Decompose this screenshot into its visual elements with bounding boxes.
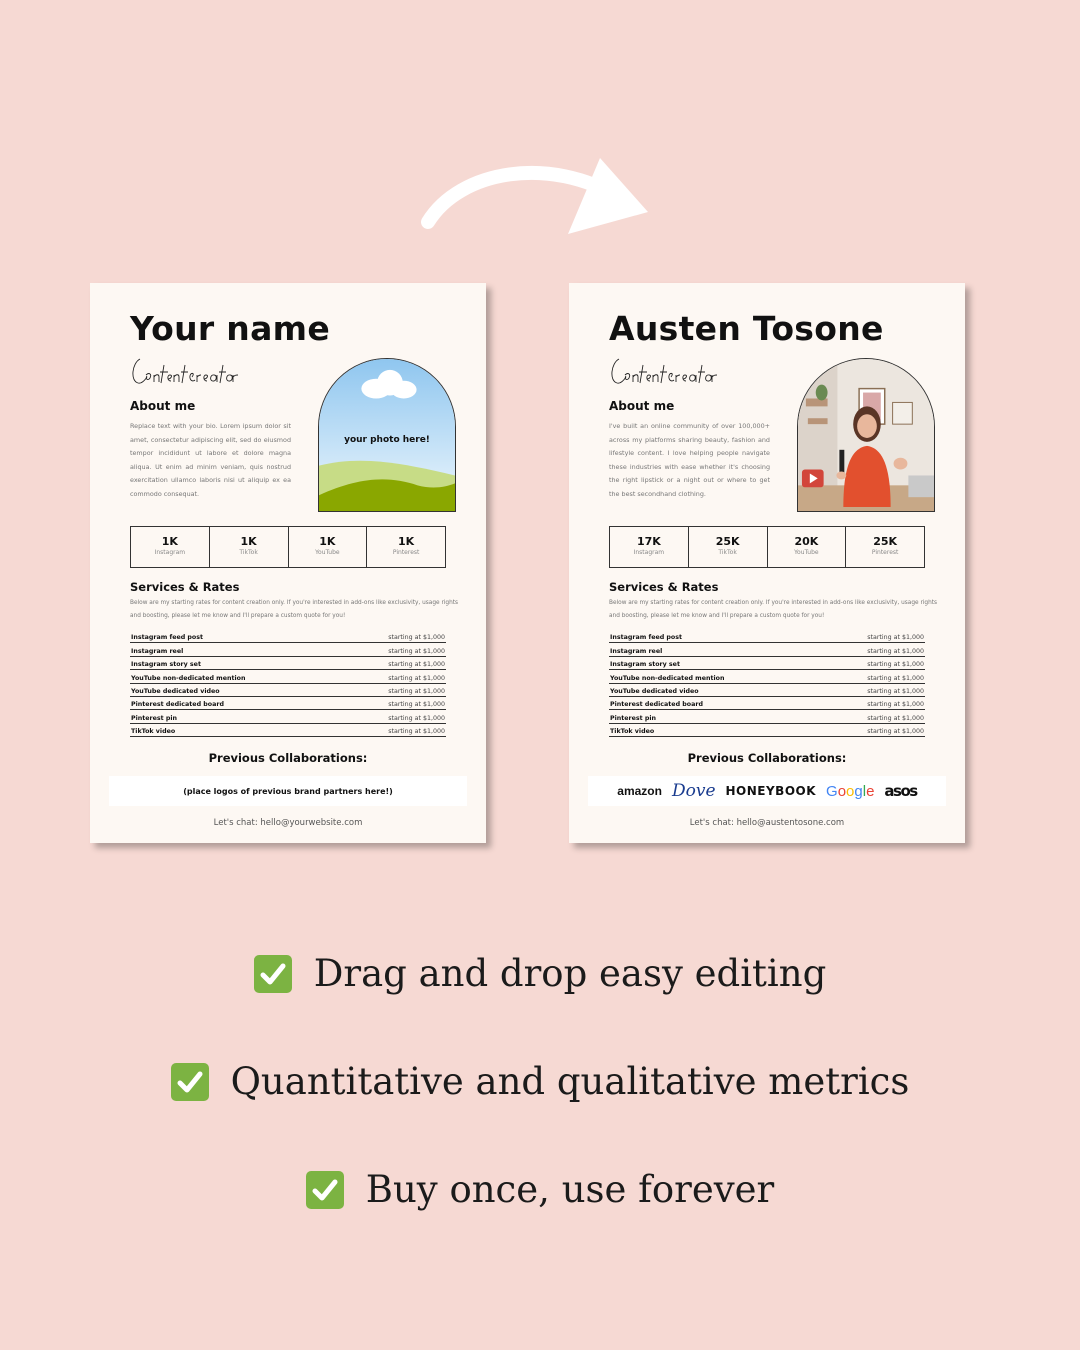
feature-text: Drag and drop easy editing [313,952,827,995]
contact-line: Let's chat: hello@yourwebsite.com [213,818,363,828]
rate-row [609,630,925,643]
photo-label: your photo here! [344,435,430,445]
creator-photo[interactable] [797,358,935,512]
bio-text: Replace text with your bio. Lorem ipsum dolor sit amet, consectetur adipiscing elit, sed do eiusmod tempor incididunt ut labore et dolore magna aliqua. Ut enim ad minim veniam, quis nostrud exercitation ullamco laboris nisi ut aliquip ex ea commodo consequat. [130,422,291,498]
feature-item [0,1060,1080,1103]
follower-stats [130,526,446,568]
rate-service: Pinterest dedicated board [131,701,224,709]
stat-pinterest [367,527,445,567]
rate-price: starting at $1,000 [867,647,924,655]
stat-label: YouTube [794,549,819,556]
rate-row [130,710,446,723]
rate-row [609,657,925,670]
stat-value: 25K [873,535,898,548]
stat-label: Pinterest [392,549,420,556]
creator-name: Your name [130,309,331,348]
rate-row [130,630,446,643]
curved-arrow-icon [420,150,660,245]
content-creator-signature [130,353,240,389]
services-heading: Services & Rates [130,580,240,594]
media-kit-template-card [90,283,486,843]
rate-service: Instagram story set [131,661,201,669]
rate-price: starting at $1,000 [867,661,924,669]
rate-row [130,670,446,683]
check-icon [306,1171,344,1209]
rate-service: YouTube non-dedicated mention [131,674,246,682]
rate-row [130,697,446,710]
rate-service: Instagram reel [131,647,184,655]
stat-label: Instagram [154,549,186,556]
rate-price: starting at $1,000 [867,714,924,722]
rate-row [609,710,925,723]
rate-service: Pinterest pin [131,714,178,722]
bio-text: I've built an online community of over 100,000+ across my platforms sharing beauty, fashion and lifestyle content. I love helping people navigate these industries with ease whether it's choosing the right lipstick or a night out or where to get the best secondhand clothing. [609,422,770,498]
contact-line: Let's chat: hello@austentosone.com [689,818,845,828]
stat-value: 1K [161,535,178,548]
stat-tiktok [210,527,289,567]
google-logo: Google [826,782,875,800]
services-description: Below are my starting rates for content creation only. If you're interested in add-ons like exclusivity, usage rights and boosting, please let me know and I'll prepare a custom quote for you! [130,600,459,619]
about-heading: About me [130,399,196,413]
feature-item [0,1168,1080,1211]
rate-service: Pinterest dedicated board [610,701,703,709]
content-creator-signature [609,353,719,389]
stat-instagram [131,527,210,567]
rate-row [130,657,446,670]
stat-pinterest [846,527,924,567]
stat-label: TikTok [718,549,737,556]
rate-service: Pinterest pin [610,714,657,722]
logos-placeholder-box[interactable] [109,776,467,806]
stat-label: TikTok [239,549,258,556]
follower-stats [609,526,925,568]
rate-row [130,643,446,656]
rate-service: Instagram story set [610,661,680,669]
stat-label: Instagram [633,549,665,556]
rate-row [609,684,925,697]
stat-youtube [768,527,847,567]
rate-service: TikTok video [610,728,655,736]
rate-row [609,724,925,737]
check-icon [171,1063,209,1101]
stat-youtube [289,527,368,567]
honeybook-logo: HONEYBOOK [725,784,817,798]
rate-price: starting at $1,000 [388,661,445,669]
rate-price: starting at $1,000 [867,687,924,695]
creator-photo-image [798,359,934,511]
rate-price: starting at $1,000 [867,634,924,642]
stat-label: Pinterest [871,549,899,556]
rate-row [609,643,925,656]
rate-service: Instagram feed post [610,634,683,642]
brand-logos-strip [588,776,946,806]
rate-price: starting at $1,000 [388,701,445,709]
stat-tiktok [689,527,768,567]
rate-row [130,684,446,697]
feature-text: Buy once, use forever [365,1168,775,1211]
media-kit-example-card [569,283,965,843]
stat-value: 1K [319,535,336,548]
rate-service: Instagram reel [610,647,663,655]
creator-name: Austen Tosone [609,309,884,348]
dove-logo: Dove [671,781,716,801]
stat-value: 25K [715,535,740,548]
rate-row [130,724,446,737]
rate-row [609,670,925,683]
asos-logo: asos [884,782,917,800]
feature-item [0,952,1080,995]
stat-value: 1K [240,535,257,548]
feature-text: Quantitative and qualitative metrics [230,1060,910,1103]
rate-service: YouTube dedicated video [131,687,220,695]
collaborations-heading: Previous Collaborations: [687,751,847,765]
amazon-logo: amazon [617,784,662,798]
stat-instagram [610,527,689,567]
services-heading: Services & Rates [609,580,719,594]
rate-service: YouTube non-dedicated mention [610,674,725,682]
logos-placeholder-text: (place logos of previous brand partners here!) [183,786,393,796]
collaborations-heading: Previous Collaborations: [208,751,368,765]
rates-table [130,630,446,737]
rates-table [609,630,925,737]
stat-value: 17K [636,535,661,548]
stat-value: 20K [794,535,819,548]
rate-price: starting at $1,000 [388,634,445,642]
rate-price: starting at $1,000 [867,674,924,682]
photo-placeholder[interactable] [318,358,456,512]
rate-price: starting at $1,000 [867,728,924,736]
rate-price: starting at $1,000 [388,714,445,722]
rate-price: starting at $1,000 [388,674,445,682]
rate-service: Instagram feed post [131,634,204,642]
stat-label: YouTube [315,549,340,556]
check-icon [254,955,292,993]
stat-value: 1K [398,535,415,548]
rate-price: starting at $1,000 [867,701,924,709]
rate-price: starting at $1,000 [388,687,445,695]
about-heading: About me [609,399,675,413]
services-description: Below are my starting rates for content creation only. If you're interested in add-ons like exclusivity, usage rights and boosting, please let me know and I'll prepare a custom quote for you! [609,600,938,619]
rate-row [609,697,925,710]
rate-service: YouTube dedicated video [610,687,699,695]
rate-price: starting at $1,000 [388,728,445,736]
rate-service: TikTok video [131,728,176,736]
rate-price: starting at $1,000 [388,647,445,655]
